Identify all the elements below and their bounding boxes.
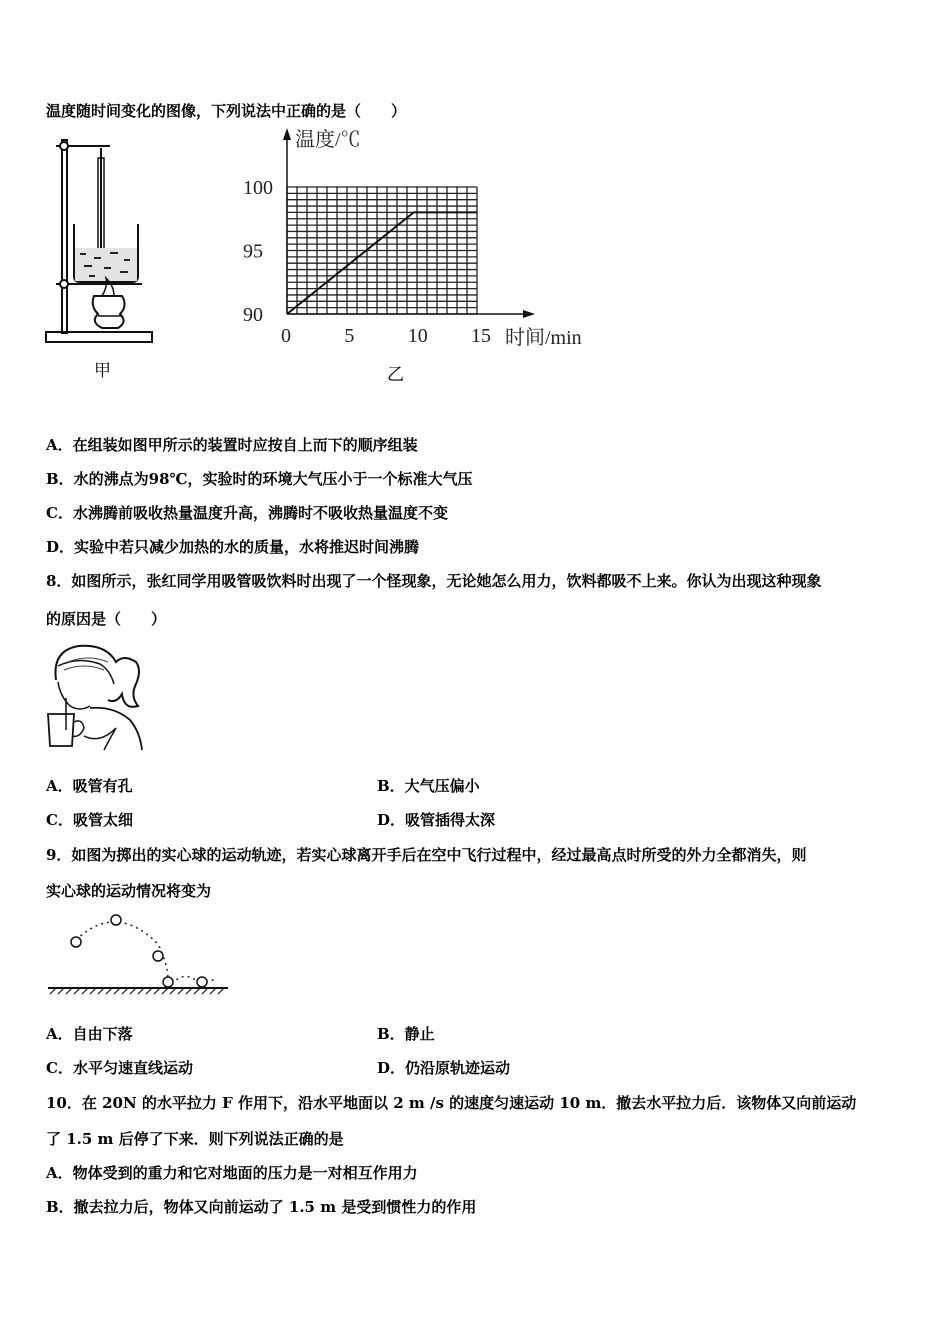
ball-trajectory-figure [46, 908, 232, 1000]
y-axis-label: 温度/℃ [295, 129, 361, 151]
x-tick-label: 15 [471, 325, 492, 347]
boiling-apparatus-figure [44, 136, 159, 350]
q7-option-c: C．水沸腾前吸收热量温度升高，沸腾时不吸收热量温度不变 [46, 504, 448, 522]
temperature-time-chart [230, 124, 600, 354]
q8-option-d: D．吸管插得太深 [377, 811, 496, 829]
girl-drinking-figure [44, 640, 149, 752]
y-tick-label: 95 [243, 240, 263, 263]
question-8-stem-line1: 8．如图所示，张红同学用吸管吸饮料时出现了一个怪现象，无论她怎么用力，饮料都吸不上来。你认为出现这种现象 [46, 572, 822, 590]
y-tick-label: 100 [243, 177, 273, 199]
q8-option-b: B．大气压偏小 [377, 777, 480, 795]
q8-option-a: A．吸管有孔 [46, 777, 133, 795]
q9-option-d: D．仍沿原轨迹运动 [377, 1059, 511, 1077]
q8-option-c: C．吸管太细 [46, 811, 133, 829]
x-axis-arrow [523, 310, 535, 318]
figure-yi-caption: 乙 [387, 365, 404, 385]
x-tick-label: 0 [281, 325, 291, 347]
question-10-stem-line2: 了 1.5 m 后停了下来．则下列说法正确的是 [46, 1130, 344, 1148]
question-8-stem-line2: 的原因是（ ） [46, 610, 167, 628]
q9-option-c: C．水平匀速直线运动 [46, 1059, 193, 1077]
figure-jia-caption: 甲 [94, 361, 111, 381]
question-7-stem: 温度随时间变化的图像，下列说法中正确的是（ ） [46, 102, 407, 120]
question-10-stem-line1: 10．在 20N 的水平拉力 F 作用下，沿水平地面以 2 m /s 的速度匀速运动 10 m．撤去水平拉力后．该物体又向前运动 [46, 1094, 857, 1112]
q7-option-a: A．在组装如图甲所示的装置时应按自上而下的顺序组装 [46, 436, 418, 454]
q7-option-d: D．实验中若只减少加热的水的质量，水将推迟时间沸腾 [46, 538, 420, 556]
q7-option-b: B．水的沸点为98℃，实验时的环境大气压小于一个标准大气压 [46, 470, 473, 488]
q9-option-b: B．静止 [377, 1025, 435, 1043]
x-axis-label: 时间/min [505, 327, 582, 349]
question-9-stem-line2: 实心球的运动情况将变为 [46, 882, 212, 900]
q10-option-a: A．物体受到的重力和它对地面的压力是一对相互作用力 [46, 1164, 418, 1182]
y-tick-label: 90 [243, 304, 263, 326]
question-9-stem-line1: 9．如图为掷出的实心球的运动轨迹，若实心球离开手后在空中飞行过程中，经过最高点时所受的外力全都消失，则 [46, 846, 807, 864]
x-tick-label: 5 [344, 325, 355, 347]
x-tick-label: 10 [407, 325, 428, 347]
q9-option-a: A．自由下落 [46, 1025, 133, 1043]
q10-option-b: B．撤去拉力后，物体又向前运动了 1.5 m 是受到惯性力的作用 [46, 1198, 477, 1216]
y-axis-arrow [283, 128, 291, 140]
